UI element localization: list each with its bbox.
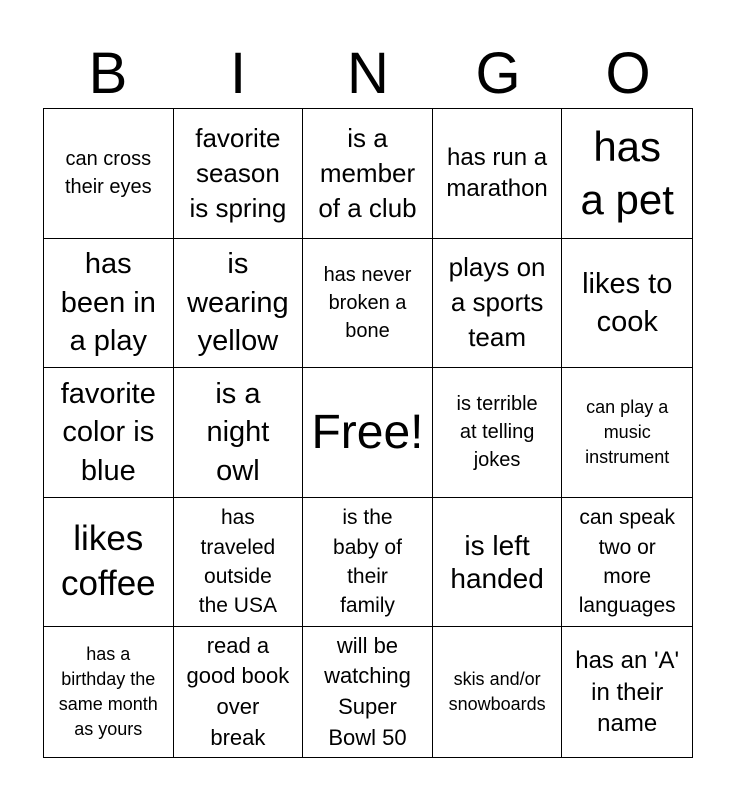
bingo-cell: can play a music instrument: [562, 368, 692, 498]
header-letter-n: N: [347, 41, 389, 106]
bingo-cell: will be watching Super Bowl 50: [303, 627, 433, 757]
bingo-cell: can cross their eyes: [44, 109, 174, 239]
bingo-cell: has an 'A' in their name: [575, 647, 680, 737]
bingo-cell: likes coffee: [44, 498, 174, 628]
bingo-cell: favorite season is spring: [174, 109, 304, 239]
bingo-cell: has traveled outside the USA: [174, 498, 304, 628]
bingo-cell: has run a marathon: [433, 109, 563, 239]
bingo-cell: is terrible at telling jokes: [433, 368, 563, 498]
bingo-cell: is a night owl: [174, 368, 304, 498]
bingo-cell: has never broken a bone: [303, 239, 433, 369]
bingo-cell: favorite color is blue: [44, 368, 174, 498]
bingo-cell: has a pet: [562, 109, 692, 239]
bingo-cell: skis and/or snowboards: [433, 627, 563, 757]
bingo-cell: is a member of a club: [303, 109, 433, 239]
bingo-cell: has been in a play: [44, 239, 174, 369]
bingo-cell: has a birthday the same month as yours: [44, 627, 174, 757]
bingo-free-cell: Free!: [303, 368, 433, 498]
bingo-grid: [43, 108, 693, 758]
bingo-cell: read a good book over break: [174, 627, 304, 757]
bingo-cell: is the baby of their family: [303, 498, 433, 628]
bingo-cell: plays on a sports team: [433, 239, 563, 369]
bingo-cell: is wearing yellow: [174, 239, 304, 369]
header-letter-o: O: [605, 41, 651, 106]
header-letter-b: B: [88, 41, 128, 106]
header-letter-i: I: [229, 41, 247, 106]
bingo-cell: is left handed: [433, 498, 563, 628]
bingo-cell: can speak two or more languages: [562, 498, 692, 628]
bingo-cell: likes to cook: [562, 239, 692, 369]
header-letter-g: G: [475, 41, 521, 106]
bingo-header: [43, 40, 693, 108]
